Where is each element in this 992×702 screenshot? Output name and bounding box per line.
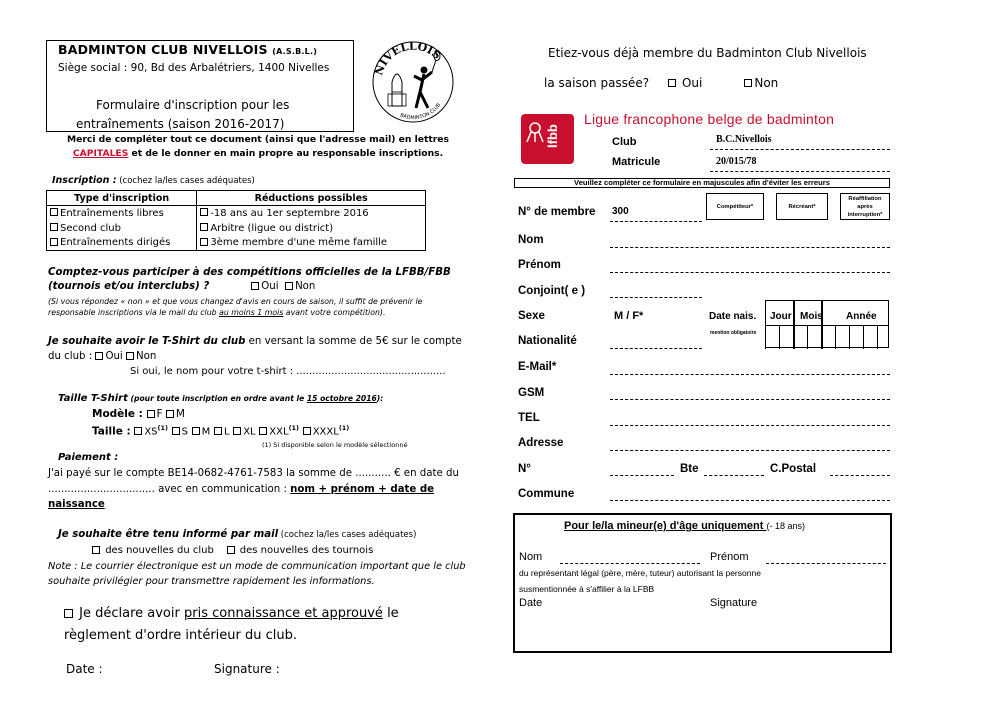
nom-field[interactable] [610, 247, 890, 248]
mention-obligatoire: mention obligatoire [710, 330, 757, 336]
lfbb-title: Ligue francophone belge de badminton [584, 111, 835, 127]
prenom-label: Prénom [518, 259, 561, 271]
nationalite-label: Nationalité [518, 335, 577, 347]
checkbox-oui[interactable] [668, 79, 676, 87]
checkbox[interactable] [200, 208, 208, 216]
competition-note: (Si vous répondez « non » et que vous changez d'avis en cours de saison, il suffit de prévenir le responsable inscriptions via le mail du club au moins 1 mois avant votre compétition). [48, 297, 423, 317]
payment-heading: Paiement : [58, 452, 119, 463]
mail-heading: Je souhaite être tenu informé par mail (cochez la/les cases adéquates) [58, 529, 417, 540]
dash-line [710, 149, 890, 150]
checkbox-xs[interactable] [134, 427, 142, 435]
inscription-heading: Inscription : (cochez la/les cases adéquates) [52, 175, 255, 186]
checkbox[interactable] [50, 238, 58, 246]
conjoint-label: Conjoint( e ) [518, 285, 586, 297]
minor-title: Pour le/la mineur(e) d'âge uniquement (- 18 ans) [564, 520, 805, 532]
checkbox-oui[interactable] [251, 282, 259, 290]
lfbb-logo [521, 114, 574, 164]
table-row: Entraînements libres -18 ans au 1er septembre 2016 [47, 206, 426, 221]
capitals-instruction: Veuillez compléter ce formulaire en majuscules afin d'éviter les erreurs [514, 178, 890, 188]
sexe-value[interactable]: M / F* [614, 310, 644, 322]
checkbox-xxl[interactable] [259, 427, 267, 435]
checkbox-non[interactable] [744, 79, 752, 87]
checkbox-xxxl[interactable] [303, 427, 311, 435]
minor-legal-text: du représentant légal (père, mère, tuteur) autorisant la personne [519, 568, 761, 578]
mail-options: des nouvelles du club des nouvelles des tournois [92, 545, 373, 556]
birth-date-grid[interactable] [765, 300, 889, 348]
checkbox-m[interactable] [166, 410, 174, 418]
col-reductions: Réductions possibles [197, 191, 426, 206]
instructions-text: Merci de compléter tout ce document (ainsi que l'adresse mail) en lettres CAPITALES et de le donner en main propre au responsable inscriptions. [66, 134, 450, 159]
matricule-value: 20/015/78 [716, 156, 757, 167]
tel-label: TEL [518, 412, 540, 424]
minor-date-label: Date [519, 597, 543, 609]
club-label: Club [612, 136, 637, 148]
jour-label: Jour [770, 311, 792, 322]
annee-label: Année [846, 311, 877, 322]
cpostal-field[interactable] [830, 475, 890, 476]
inscription-table [46, 190, 426, 251]
logo-text-bottom: BADMINTON CLUB [399, 102, 443, 122]
tshirt-question: Je souhaite avoir le T-Shirt du club en versant la somme de 5€ sur le compte du club : Oui Non [48, 336, 462, 362]
checkbox-oui[interactable] [95, 352, 103, 360]
conjoint-field[interactable] [610, 297, 702, 298]
competition-question: Comptez-vous participer à des compétitions officielles de la LFBB/FBB (tournois et/ou interclubs) ? Oui Non [48, 267, 451, 292]
previous-season-row: la saison passée? Oui Non [544, 76, 779, 90]
mail-note: Note : Le courrier électronique est un mode de communication important que le club souhaite privilégier pour transmettre rapidement les informations. [48, 561, 466, 587]
competiteur-box[interactable]: Compétiteur* [706, 193, 764, 220]
svg-text:lfbb: lfbb [545, 124, 560, 148]
club-value: B.C.Nivellois [716, 134, 772, 145]
adresse-field[interactable] [610, 450, 890, 451]
size-row: Taille : XS$^{(1)}$ S M L XL XXL$^{(1)}$ XXXL$^{(1)}$ [92, 424, 350, 438]
member-number-value[interactable]: 300 [612, 206, 629, 217]
declaration: Je déclare avoir pris connaissance et approuvé le règlement d'ordre intérieur du club. [64, 606, 399, 643]
member-number-label: N° de membre [518, 206, 596, 218]
table-row: Entraînements dirigés 3ème membre d'une même famille [47, 236, 426, 251]
logo-text-top: NIVELLOIS [372, 39, 444, 77]
email-label: E-Mail* [518, 361, 557, 373]
col-type-inscription: Type d'inscription [47, 191, 197, 206]
checkbox-news-club[interactable] [92, 546, 100, 554]
club-name: BADMINTON CLUB NIVELLOIS (A.S.B.L.) [58, 42, 318, 57]
checkbox-news-tournois[interactable] [227, 546, 235, 554]
bte-label: Bte [680, 463, 699, 475]
mois-label: Mois [800, 311, 823, 322]
numero-label: N° [518, 463, 531, 475]
checkbox[interactable] [200, 223, 208, 231]
minor-nom-field[interactable] [560, 563, 700, 564]
club-address: Siège social : 90, Bd des Arbalétriers, 1400 Nivelles [58, 62, 330, 74]
member-number-line [610, 221, 702, 222]
prenom-field[interactable] [610, 272, 890, 273]
form-title-line2: entraînements (saison 2016-2017) [76, 117, 285, 131]
reaffiliation-box[interactable]: Réaffiliation après interruption* [840, 193, 890, 220]
commune-label: Commune [518, 488, 575, 500]
checkbox-m-size[interactable] [192, 427, 200, 435]
size-footnote: (1) Si disponible selon le modèle sélectionné [262, 441, 408, 449]
numero-field[interactable] [610, 475, 674, 476]
table-row: Second club Arbitre (ligue ou district) [47, 221, 426, 236]
bte-field[interactable] [704, 475, 764, 476]
matricule-label: Matricule [612, 156, 661, 168]
checkbox[interactable] [200, 238, 208, 246]
nationalite-field[interactable] [610, 348, 702, 349]
checkbox[interactable] [50, 223, 58, 231]
checkbox-l[interactable] [214, 427, 222, 435]
date-label: Date : [66, 662, 103, 676]
minor-signature-label: Signature [710, 597, 758, 609]
checkbox-non[interactable] [126, 352, 134, 360]
gsm-label: GSM [518, 387, 545, 399]
checkbox-declaration[interactable] [64, 609, 73, 618]
email-field[interactable] [610, 374, 890, 375]
minor-prenom-label: Prénom [710, 551, 749, 563]
sexe-label: Sexe [518, 310, 545, 322]
tel-field[interactable] [610, 425, 890, 426]
recreant-box[interactable]: Récréant* [776, 193, 828, 220]
form-title-line1: Formulaire d'inscription pour les [96, 98, 290, 112]
minor-nom-label: Nom [519, 551, 543, 563]
dash-line [710, 171, 890, 172]
minor-prenom-field[interactable] [766, 563, 886, 564]
checkbox-xl[interactable] [233, 427, 241, 435]
minor-legal-text2: susmentionnée à s'affilier à la LFBB [519, 584, 655, 594]
tshirt-size-heading: Taille T-Shirt (pour toute inscription en ordre avant le 15 octobre 2016): [58, 393, 384, 404]
signature-label: Signature : [214, 662, 280, 676]
capitales-word: CAPITALES [72, 148, 129, 159]
tshirt-name-field[interactable]: Si oui, le nom pour votre t-shirt : ............................................... [130, 366, 446, 377]
model-row: Modèle : F M [92, 408, 185, 420]
cpostal-label: C.Postal [770, 463, 817, 475]
checkbox-s[interactable] [172, 427, 180, 435]
commune-field[interactable] [610, 500, 890, 501]
checkbox-f[interactable] [147, 410, 155, 418]
club-logo [370, 36, 456, 128]
payment-text: J'ai payé sur le compte BE14-0682-4761-7583 la somme de ........... € en date du ................................. avec en communication : nom + prénom + date de naissance [48, 468, 459, 510]
previous-member-question: Etiez-vous déjà membre du Badminton Club Nivellois [548, 46, 867, 60]
date-nais-label: Date nais. [709, 311, 757, 322]
shuttlecock-icon [521, 114, 574, 164]
checkbox-non[interactable] [285, 282, 293, 290]
checkbox[interactable] [50, 208, 58, 216]
gsm-field[interactable] [610, 399, 890, 400]
nom-label: Nom [518, 234, 544, 246]
adresse-label: Adresse [518, 437, 564, 449]
